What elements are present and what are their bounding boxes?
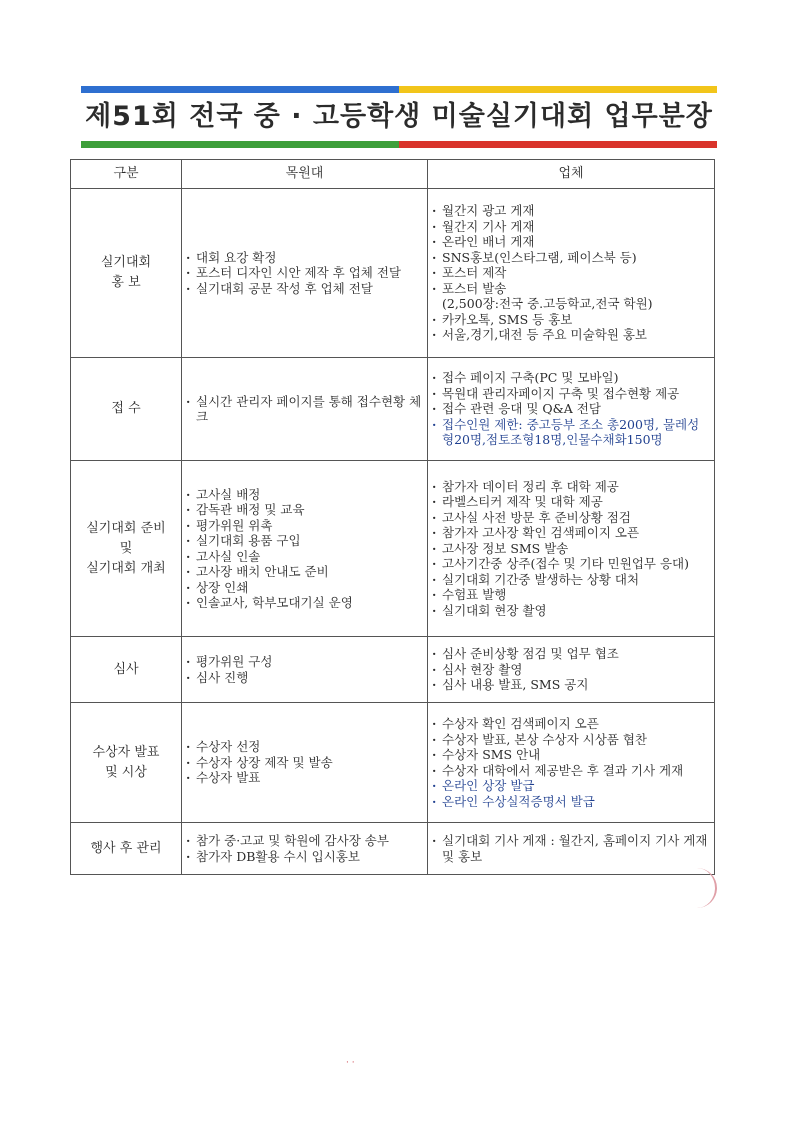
- table-body: [71, 189, 715, 875]
- category-label: 실기대회: [100, 255, 152, 270]
- task-item: · 온라인 수상실적증명서 발급: [432, 794, 710, 810]
- task-item: · 심사 진행: [186, 670, 423, 686]
- category-cell: [71, 461, 182, 637]
- task-item: · 고사장 정보 SMS 발송: [432, 541, 710, 557]
- task-item: · 심사 내용 발표, SMS 공지: [432, 677, 710, 693]
- category-label: 실기대회 준비: [86, 520, 166, 536]
- task-item: · 포스터 제작: [432, 265, 710, 281]
- task-item: · 실기대회 기간중 발생하는 상황 대처: [432, 572, 710, 588]
- task-item: · 고사기간중 상주(접수 및 기타 민원업무 응대): [432, 556, 710, 572]
- task-item: · 카카오톡, SMS 등 홍보: [432, 312, 710, 328]
- category-label: 수상자 발표: [92, 744, 160, 760]
- vendor-task-list: [432, 479, 710, 619]
- task-item: · 상장 인쇄: [186, 580, 423, 596]
- task-item: · 접수 관련 응대 및 Q&A 전담: [432, 401, 710, 417]
- category-cell: [71, 358, 182, 461]
- mokwon-task-list: [186, 833, 423, 864]
- category-label: 및 시상: [105, 764, 147, 780]
- task-item: · 고사실 사전 방문 후 준비상황 점검: [432, 510, 710, 526]
- mokwon-task-list: [186, 487, 423, 611]
- task-item: · 심사 준비상황 점검 및 업무 협조: [432, 646, 710, 662]
- vendor-cell: [428, 703, 715, 823]
- task-item: · 고사실 인솔: [186, 549, 423, 565]
- category-label: 및: [119, 540, 133, 556]
- category-cell: [71, 189, 182, 358]
- category-label: 홍 보: [111, 275, 141, 290]
- task-item: · 평가위원 구성: [186, 654, 423, 670]
- mokwon-task-list: [186, 654, 423, 685]
- column-header-vendor: 업체: [428, 160, 715, 189]
- task-item: · SNS홍보(인스타그램, 페이스북 등): [432, 250, 710, 266]
- task-item: · 고사실 배정: [186, 487, 423, 503]
- table-row-judging: [71, 637, 715, 703]
- page-title: 제51회 전국 중 · 고등학생 미술실기대회 업무분장: [85, 101, 713, 132]
- table-row-awards: [71, 703, 715, 823]
- category-cell: [71, 823, 182, 875]
- stripe-yellow: [399, 86, 717, 93]
- vendor-cell: [428, 637, 715, 703]
- task-item: · 수상자 대학에서 제공받은 후 결과 기사 게재: [432, 763, 710, 779]
- task-item: · 수상자 발표, 본상 수상자 시상품 협찬: [432, 732, 710, 748]
- task-item: · 참가자 DB활용 수시 입시홍보: [186, 849, 423, 865]
- mokwon-task-list: [186, 739, 423, 786]
- task-item: · 온라인 배너 게재: [432, 234, 710, 250]
- top-color-stripe: [81, 86, 717, 93]
- bottom-color-stripe: [81, 141, 717, 148]
- mokwon-task-list: [186, 250, 423, 297]
- page-mark: · ·: [346, 1058, 355, 1068]
- task-item: · 수상자 발표: [186, 770, 423, 786]
- category-label: 행사 후 관리: [90, 840, 162, 856]
- table-row-promotion: [71, 189, 715, 358]
- mokwon-cell: [182, 358, 428, 461]
- task-item: · 수상자 선정: [186, 739, 423, 755]
- mokwon-cell: [182, 461, 428, 637]
- task-item: · 참가 중·고교 및 학원에 감사장 송부: [186, 833, 423, 849]
- category-label: 심사: [113, 661, 139, 677]
- vendor-task-list: [432, 833, 710, 864]
- table-row-registration: [71, 358, 715, 461]
- task-item: (2,500장:전국 중.고등학교,전국 학원): [442, 296, 653, 312]
- vendor-task-list: [432, 646, 710, 693]
- task-item: · 수험표 발행: [432, 587, 710, 603]
- table-row-preparation: [71, 461, 715, 637]
- task-item: · 서울,경기,대전 등 주요 미술학원 홍보: [432, 327, 710, 343]
- stripe-red: [399, 141, 717, 148]
- task-item: · 실기대회 용품 구입: [186, 533, 423, 549]
- task-item: · 대회 요강 확정: [186, 250, 423, 266]
- task-item: · 수상자 확인 검색페이지 오픈: [432, 716, 710, 732]
- mokwon-cell: [182, 637, 428, 703]
- task-item: · 접수인원 제한: 중고등부 조소 총200명, 물레성형20명,점토조형18명,인물수채화150명: [432, 417, 710, 448]
- task-item: · 월간지 광고 게재: [432, 203, 710, 219]
- vendor-cell: [428, 189, 715, 358]
- task-item: · 수상자 상장 제작 및 발송: [186, 755, 423, 771]
- task-item: · 평가위원 위촉: [186, 518, 423, 534]
- task-item: · 접수 페이지 구축(PC 및 모바일): [432, 370, 710, 386]
- category-cell: [71, 637, 182, 703]
- task-item: · 실기대회 현장 촬영: [432, 603, 710, 619]
- task-item: · 실시간 관리자 페이지를 통해 접수현황 체크: [186, 394, 423, 425]
- column-header-mokwon: 목원대: [182, 160, 428, 189]
- column-header-category: 구분: [71, 160, 182, 189]
- mokwon-cell: [182, 189, 428, 358]
- table-header-row: [71, 160, 715, 189]
- vendor-cell: [428, 358, 715, 461]
- task-item: · 참가자 데이터 정리 후 대학 제공: [432, 479, 710, 495]
- task-item: · 온라인 상장 발급: [432, 778, 710, 794]
- vendor-task-list: [432, 203, 710, 343]
- task-item: · 감독관 배정 및 교육: [186, 502, 423, 518]
- task-item: · 목원대 관리자페이지 구축 및 접수현황 제공: [432, 386, 710, 402]
- task-item: · 인솔교사, 학부모대기실 운영: [186, 595, 423, 611]
- mokwon-cell: [182, 823, 428, 875]
- vendor-cell: [428, 461, 715, 637]
- category-cell: [71, 703, 182, 823]
- task-item: · 포스터 디자인 시안 제작 후 업체 전달: [186, 265, 423, 281]
- task-item: · 수상자 SMS 안내: [432, 747, 710, 763]
- stripe-blue: [81, 86, 399, 93]
- task-item: · 월간지 기사 게재: [432, 219, 710, 235]
- task-item: · 심사 현장 촬영: [432, 662, 710, 678]
- task-item: · 참가자 고사장 확인 검색페이지 오픈: [432, 525, 710, 541]
- category-label: 접 수: [111, 401, 141, 416]
- mokwon-cell: [182, 703, 428, 823]
- table-row-post-event: [71, 823, 715, 875]
- task-item: · 라벨스티커 제작 및 대학 제공: [432, 494, 710, 510]
- mokwon-task-list: [186, 394, 423, 425]
- stripe-green: [81, 141, 399, 148]
- category-label: 실기대회 개최: [86, 560, 166, 576]
- task-item: · 실기대회 기사 게재 : 월간지, 홈페이지 기사 게재 및 홍보: [432, 833, 710, 864]
- task-item: · 포스터 발송: [432, 281, 710, 297]
- task-assignment-table: [70, 159, 715, 875]
- task-item: · 실기대회 공문 작성 후 업체 전달: [186, 281, 423, 297]
- vendor-task-list: [432, 716, 710, 809]
- task-item: · 고사장 배치 안내도 준비: [186, 564, 423, 580]
- vendor-task-list: [432, 370, 710, 448]
- vendor-cell: [428, 823, 715, 875]
